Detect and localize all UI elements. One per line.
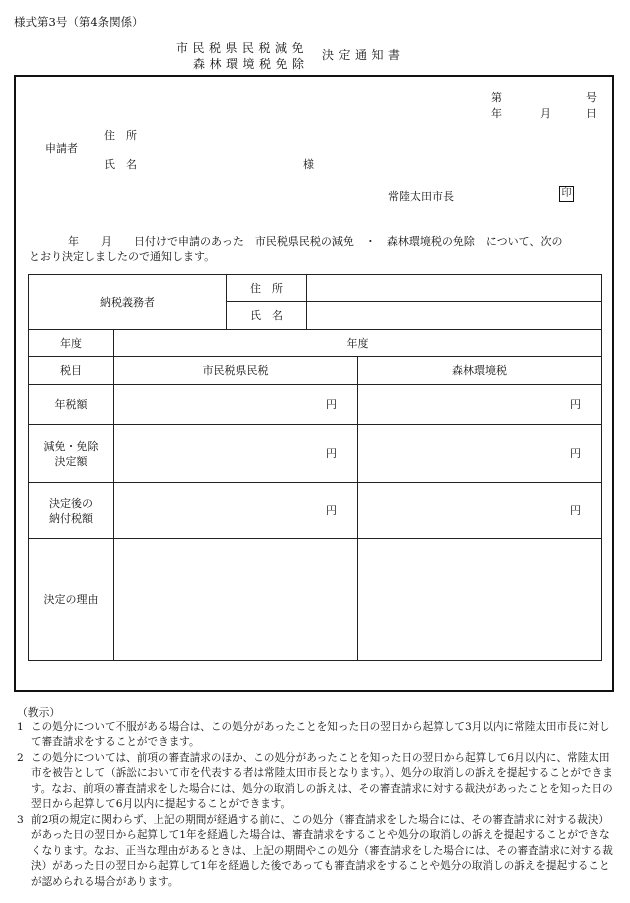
- number-label: 第: [491, 91, 502, 104]
- seal-mark: [559, 186, 574, 202]
- reduction-label-2: 決定額: [54, 454, 88, 468]
- notes-heading: （教示）: [17, 706, 61, 719]
- reduction-label-1: 減免・免除: [43, 439, 99, 453]
- fiscal-year-label: 年度: [29, 330, 114, 357]
- reason-label: 決定の理由: [29, 539, 114, 661]
- tax-col-resident: 市民税県民税: [114, 357, 358, 385]
- annual-tax-forest[interactable]: 円: [358, 385, 602, 425]
- taxpayer-address-label: 住 所: [227, 275, 307, 302]
- number-suffix: 号: [586, 91, 597, 104]
- decision-table: [28, 274, 602, 661]
- after-tax-resident[interactable]: 円: [114, 483, 358, 539]
- after-tax-label-2: 納付税額: [49, 511, 93, 525]
- month-label: 月: [540, 107, 551, 120]
- note-item-2: [17, 751, 617, 813]
- note-text-2: この処分については、前項の審査請求のほか、この処分があったことを知った日の翌日から起算して6月以内に、常陸太田市を被告として（訴訟において市を代表する者は常陸太田市長となります。）、処分の取消しの訴えを提起することができます。なお、前項の審査請求をした場合には、処分の取消しの訴えは、その審査請求に対する裁決があったことを知った日の翌日から起算して6月以内に提起することができます。: [31, 752, 613, 811]
- title-suffix: 決定通知書: [322, 48, 405, 62]
- reduction-resident[interactable]: 円: [114, 425, 358, 483]
- after-tax-label-1: 決定後の: [49, 496, 93, 510]
- tax-item-label: 税目: [29, 357, 114, 385]
- reduction-forest[interactable]: 円: [358, 425, 602, 483]
- title-line2: 森林環境税免除: [193, 57, 309, 71]
- day-label: 日: [586, 107, 597, 120]
- after-tax-forest[interactable]: 円: [358, 483, 602, 539]
- seal-text: 印: [561, 188, 572, 199]
- note-text-3: 前2項の規定に関わらず、上記の期間が経過する前に、この処分（審査請求をした場合には、その審査請求に対する裁決）があった日の翌日から起算して1年を経過した場合は、審査請求をすることや処分の取消しの訴えを提起することができなくなります。なお、正当な理由があるときは、上記の期間やこの処分（審査請求をした場合には、その審査請求に対する裁決）があった日の翌日から起算して1年を経過した後であっても審査請求をすることや処分の取消しの訴えを提起することが認められる場合があります。: [31, 814, 613, 888]
- year-label: 年: [491, 107, 502, 120]
- taxpayer-name-field[interactable]: [307, 302, 602, 330]
- reason-field-forest[interactable]: [358, 539, 602, 661]
- note-num-3: 3: [17, 814, 24, 826]
- note-num-1: 1: [17, 721, 24, 733]
- annual-tax-resident[interactable]: 円: [114, 385, 358, 425]
- reason-field-resident[interactable]: [114, 539, 358, 661]
- annual-tax-label: 年税額: [29, 385, 114, 425]
- body-text-line2: とおり決定しましたので通知します。: [29, 250, 216, 263]
- note-item-3: [17, 813, 617, 890]
- issuer-title: 常陸太田市長: [388, 190, 454, 203]
- taxpayer-name-label: 氏 名: [227, 302, 307, 330]
- tax-col-forest: 森林環境税: [358, 357, 602, 385]
- taxpayer-address-field[interactable]: [307, 275, 602, 302]
- applicant-label: 申請者: [45, 142, 78, 155]
- note-text-1: この処分について不服がある場合は、この処分があったことを知った日の翌日から起算して3月以内に常陸太田市長に対して審査請求をすることができます。: [31, 721, 610, 749]
- applicant-address-label: 住 所: [104, 129, 137, 142]
- applicant-honorific: 様: [303, 158, 314, 171]
- body-text-line1: 年 月 日付けで申請のあった 市民税県民税の減免 ・ 森林環境税の免除 について、次の: [68, 235, 563, 248]
- fiscal-year-value[interactable]: 年度: [114, 330, 602, 357]
- reduction-label: [29, 425, 114, 483]
- title-line1: 市民税県民税減免: [176, 41, 309, 55]
- applicant-name-label: 氏 名: [104, 158, 137, 171]
- form-id: 様式第3号（第4条関係）: [14, 15, 144, 29]
- note-num-2: 2: [17, 752, 24, 764]
- taxpayer-label: 納税義務者: [29, 275, 227, 330]
- after-tax-label: [29, 483, 114, 539]
- note-item-1: [17, 720, 617, 751]
